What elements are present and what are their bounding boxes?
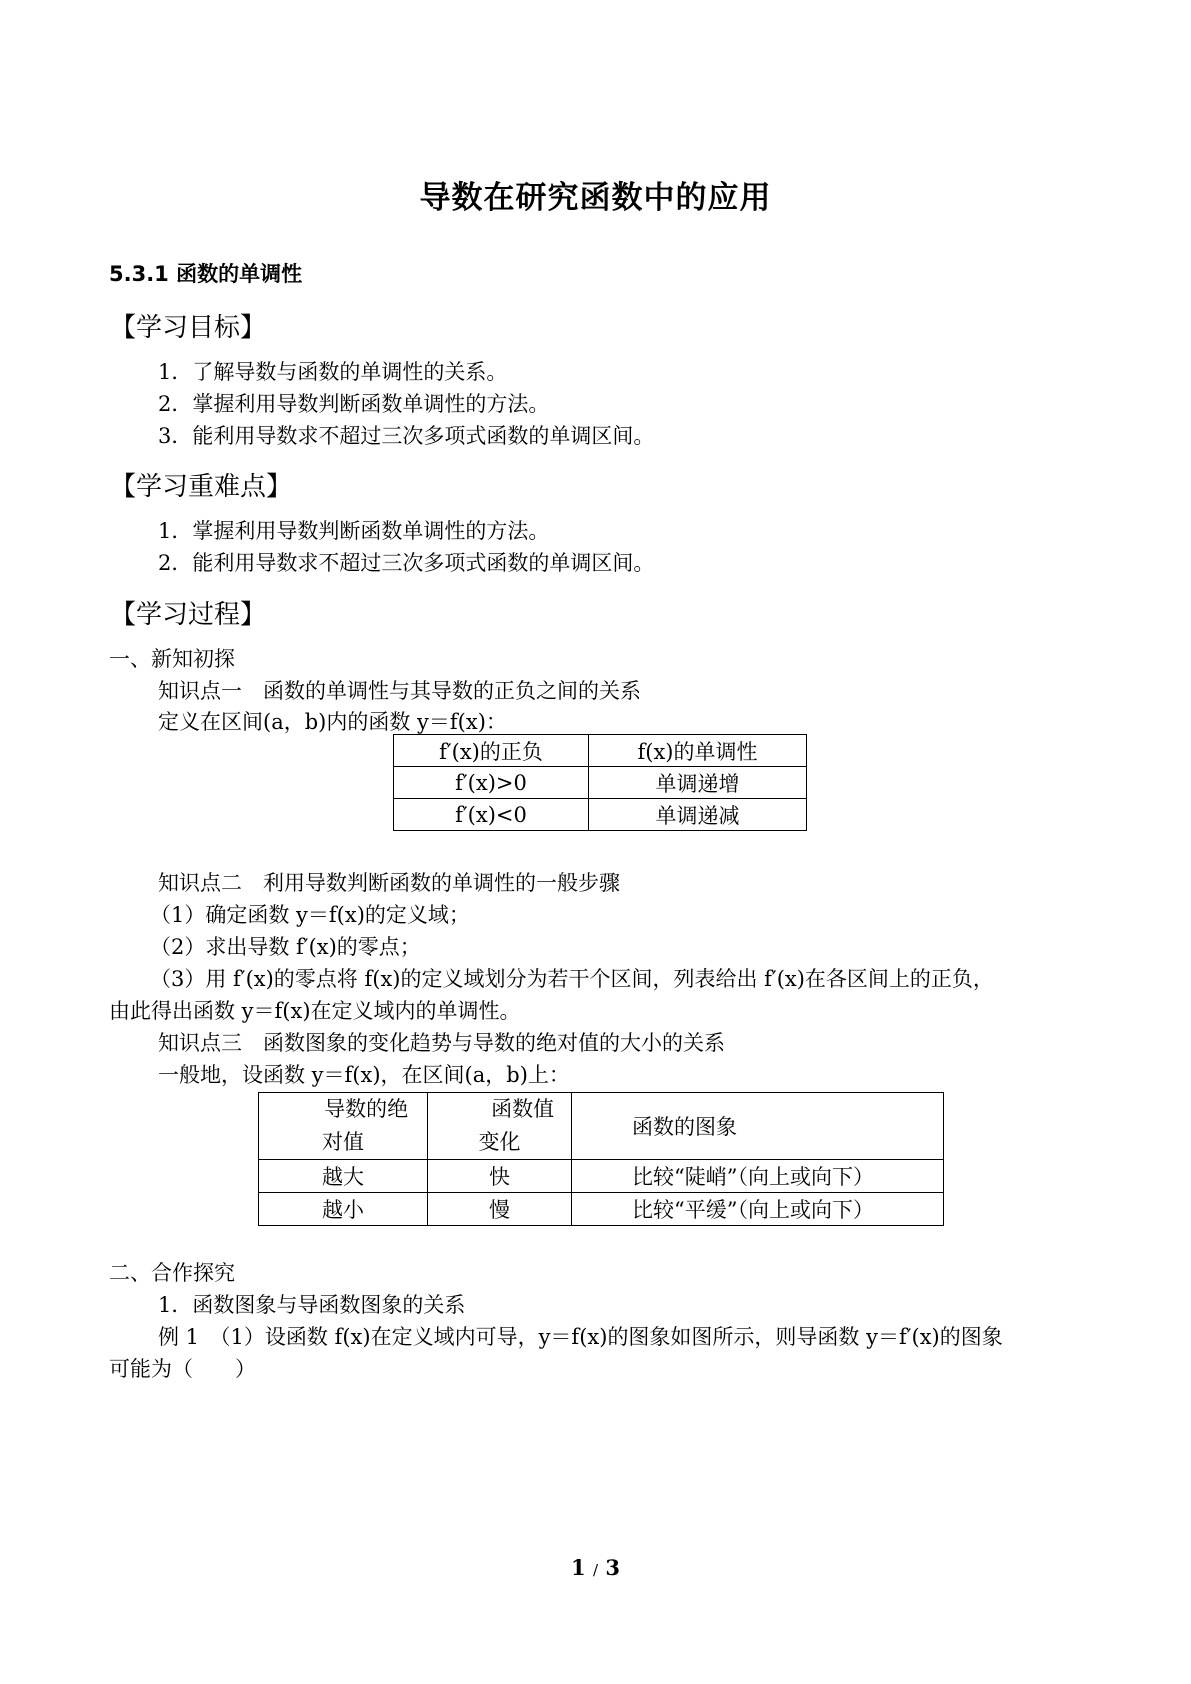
kp3-title: 知识点三 函数图象的变化趋势与导数的绝对值的大小的关系 [158, 1031, 725, 1055]
heading-key-points: 【学习重难点】 [110, 472, 293, 502]
page-current: 1 [571, 1555, 586, 1580]
table-header-cell [428, 1093, 572, 1160]
table-row [394, 799, 807, 831]
table-cell: 比较“平缓”（向上或向下） [572, 1193, 944, 1226]
subsection-title: 5.3.1 函数的单调性 [109, 262, 303, 286]
heading-process: 【学习过程】 [110, 600, 267, 630]
step-item: （2）求出导数 f′(x)的零点； [150, 935, 421, 959]
table-cell: 单调递增 [589, 767, 807, 799]
header-line: 导数的绝 [324, 1097, 409, 1121]
kp1-title: 知识点一 函数的单调性与其导数的正负之间的关系 [158, 679, 641, 703]
goal-item: 1．了解导数与函数的单调性的关系。 [158, 360, 508, 384]
step-item-continued: 由此得出函数 y＝f(x)在定义域内的单调性。 [109, 999, 521, 1023]
key-point-item: 2．能利用导数求不超过三次多项式函数的单调区间。 [158, 551, 655, 575]
table-cell: f′(x)>0 [394, 767, 589, 799]
part1-label: 一、新知初探 [109, 647, 235, 671]
key-point-item: 1．掌握利用导数判断函数单调性的方法。 [158, 519, 550, 543]
part2-label: 二、合作探究 [109, 1261, 235, 1285]
table-cell: 越小 [259, 1193, 428, 1226]
table-header-cell: f(x)的单调性 [589, 735, 807, 767]
goal-item: 2．掌握利用导数判断函数单调性的方法。 [158, 392, 550, 416]
table-header-row [259, 1093, 944, 1160]
kp3-intro: 一般地，设函数 y＝f(x)，在区间(a，b)上： [158, 1063, 570, 1087]
page-separator: / [592, 1561, 599, 1579]
table-header-row [394, 735, 807, 767]
table-row [259, 1160, 944, 1193]
part2-item: 1．函数图象与导函数图象的关系 [158, 1293, 466, 1317]
step-item: （3）用 f′(x)的零点将 f(x)的定义域划分为若干个区间，列表给出 f′(x)在各区间上的正负， [150, 967, 994, 991]
table-cell: 越大 [259, 1160, 428, 1193]
derivative-sign-table [393, 734, 807, 831]
table-cell: 慢 [428, 1193, 572, 1226]
table-header-cell: f′(x)的正负 [394, 735, 589, 767]
page-title: 导数在研究函数中的应用 [419, 180, 772, 216]
table-header-cell [259, 1093, 428, 1160]
example-line-continued: 可能为（ ） [109, 1357, 256, 1381]
table-cell: f′(x)<0 [394, 799, 589, 831]
table-cell: 单调递减 [589, 799, 807, 831]
table-row [259, 1193, 944, 1226]
header-line: 变化 [478, 1130, 521, 1154]
page-number [0, 1555, 1191, 1580]
example-line: 例 1 （1）设函数 f(x)在定义域内可导，y＝f(x)的图象如图所示，则导函数 y＝f′(x)的图象 [158, 1325, 1003, 1349]
table-cell: 快 [428, 1160, 572, 1193]
table-header-cell: 函数的图象 [572, 1093, 944, 1160]
step-item: （1）确定函数 y＝f(x)的定义域； [150, 903, 470, 927]
kp2-title: 知识点二 利用导数判断函数的单调性的一般步骤 [158, 871, 620, 895]
header-line: 函数值 [491, 1097, 555, 1121]
goal-item: 3．能利用导数求不超过三次多项式函数的单调区间。 [158, 424, 655, 448]
page-total: 3 [605, 1555, 620, 1580]
heading-goals: 【学习目标】 [110, 313, 267, 343]
table-cell: 比较“陡峭”（向上或向下） [572, 1160, 944, 1193]
kp1-intro: 定义在区间(a，b)内的函数 y＝f(x)： [158, 710, 507, 734]
derivative-magnitude-table [258, 1092, 944, 1226]
table-row [394, 767, 807, 799]
header-line: 对值 [322, 1130, 364, 1154]
